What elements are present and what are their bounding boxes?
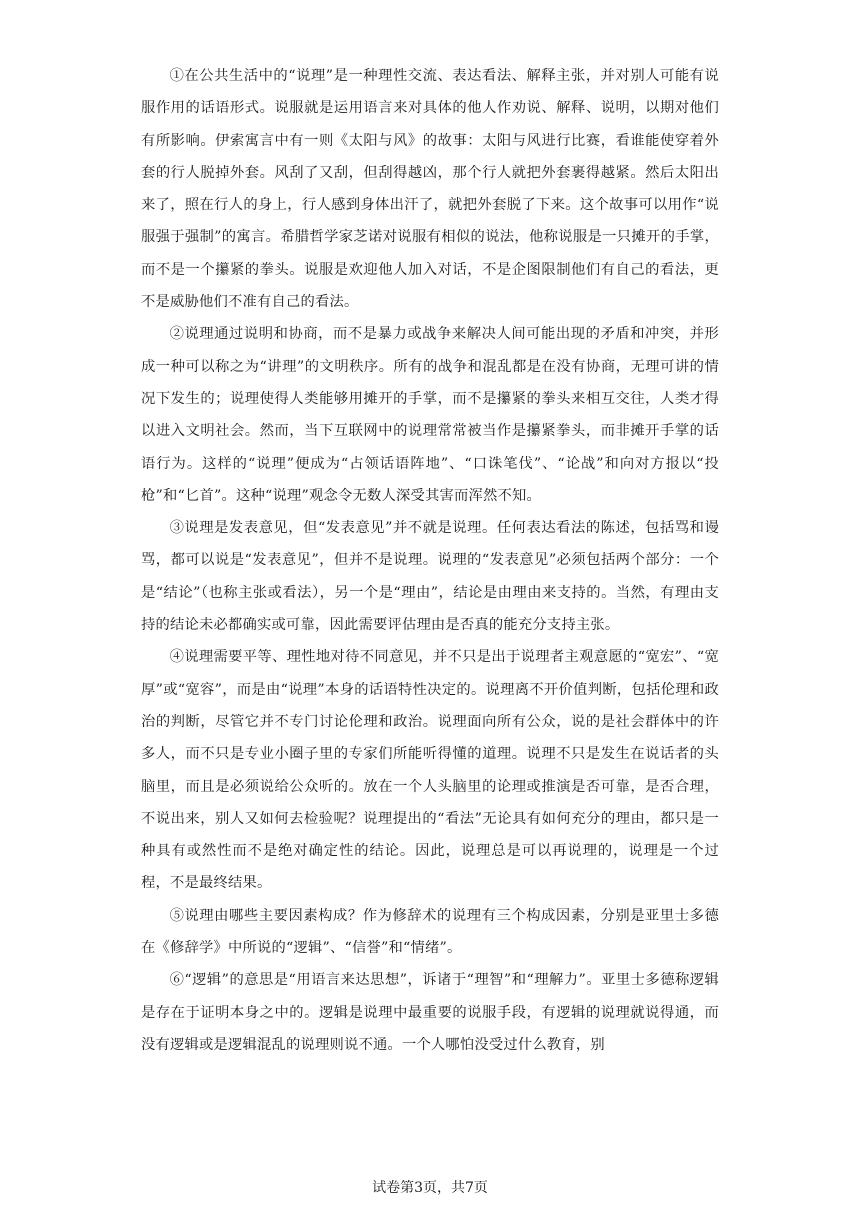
- page-footer: 试卷第3页，共7页: [372, 1180, 488, 1196]
- paragraph-1: ①在公共生活中的“说理”是一种理性交流、表达看法、解释主张，并对别人可能有说服作用的话语形式。说服就是运用语言来对具体的他人作劝说、解释、说明，以期对他们有所影响。伊索寓言中有一则《太阳与风》的故事：太阳与风进行比赛，看谁能使穿着外套的行人脱掉外套。风刮了又刮，但刮得越凶，那个行人就把外套裹得越紧。然后太阳出来了，照在行人的身上，行人感到身体出汗了，就把外套脱了下来。这个故事可以用作“说服强于强制”的寓言。希腊哲学家芝诺对说服有相似的说法，他称说服是一只摊开的手掌，而不是一个攥紧的拳头。说服是欢迎他人加入对话，不是企图限制他们有自己的看法，更不是威胁他们不准有自己的看法。: [141, 68, 719, 311]
- paragraph-2: ②说理通过说明和协商，而不是暴力或战争来解决人间可能出现的矛盾和冲突，并形成一种可以称之为“讲理”的文明秩序。所有的战争和混乱都是在没有协商，无理可讲的情况下发生的；说理使得人类能够用摊开的手掌，而不是攥紧的拳头来相互交往，人类才得以进入文明社会。然而，当下互联网中的说理常常被当作是攥紧拳头，而非摊开手掌的话语行为。这样的“说理”便成为“占领话语阵地”、“口诛笔伐”、“论战”和向对方报以“投枪”和“匕首”。这种“说理”观念令无数人深受其害而浑然不知。: [141, 326, 719, 504]
- paragraph-5: ⑤说理由哪些主要因素构成？作为修辞术的说理有三个构成因素，分别是亚里士多德在《修辞学》中所说的“逻辑”、“信誉”和“情绪”。: [141, 907, 719, 957]
- paragraph-6: ⑥“逻辑”的意思是“用语言来达思想”，诉诸于“理智”和“理解力”。亚里士多德称逻辑是存在于证明本身之中的。逻辑是说理中最重要的说服手段，有逻辑的说理就说得通，而没有逻辑或是逻辑混乱的说理则说不通。一个人哪怕没受过什么教育，别: [141, 972, 719, 1053]
- paragraph-3: ③说理是发表意见，但“发表意见”并不就是说理。任何表达看法的陈述，包括骂和谩骂，都可以说是“发表意见”，但并不是说理。说理的“发表意见”必须包括两个部分：一个是“结论”（也称主张或看法），另一个是“理由”，结论是由理由来支持的。当然，有理由支持的结论未必都确实或可靠，因此需要评估理由是否真的能充分支持主张。: [141, 520, 719, 634]
- paragraph-4: ④说理需要平等、理性地对待不同意见，并不只是出于说理者主观意愿的“宽宏”、“宽厚”或“宽容”，而是由“说理”本身的话语特性决定的。说理离不开价值判断，包括伦理和政治的判断，尽管它并不专门讨论伦理和政治。说理面向所有公众，说的是社会群体中的许多人，而不只是专业小圈子里的专家们所能听得懂的道理。说理不只是发生在说话者的头脑里，而且是必须说给公众听的。放在一个人头脑里的论理或推演是否可靠，是否合理，不说出来，别人又如何去检验呢？说理提出的“看法”无论具有如何充分的理由，都只是一种具有或然性而不是绝对确定性的结论。因此，说理总是可以再说理的，说理是一个过程，不是最终结果。: [141, 649, 719, 892]
- article-body: [141, 60, 719, 1061]
